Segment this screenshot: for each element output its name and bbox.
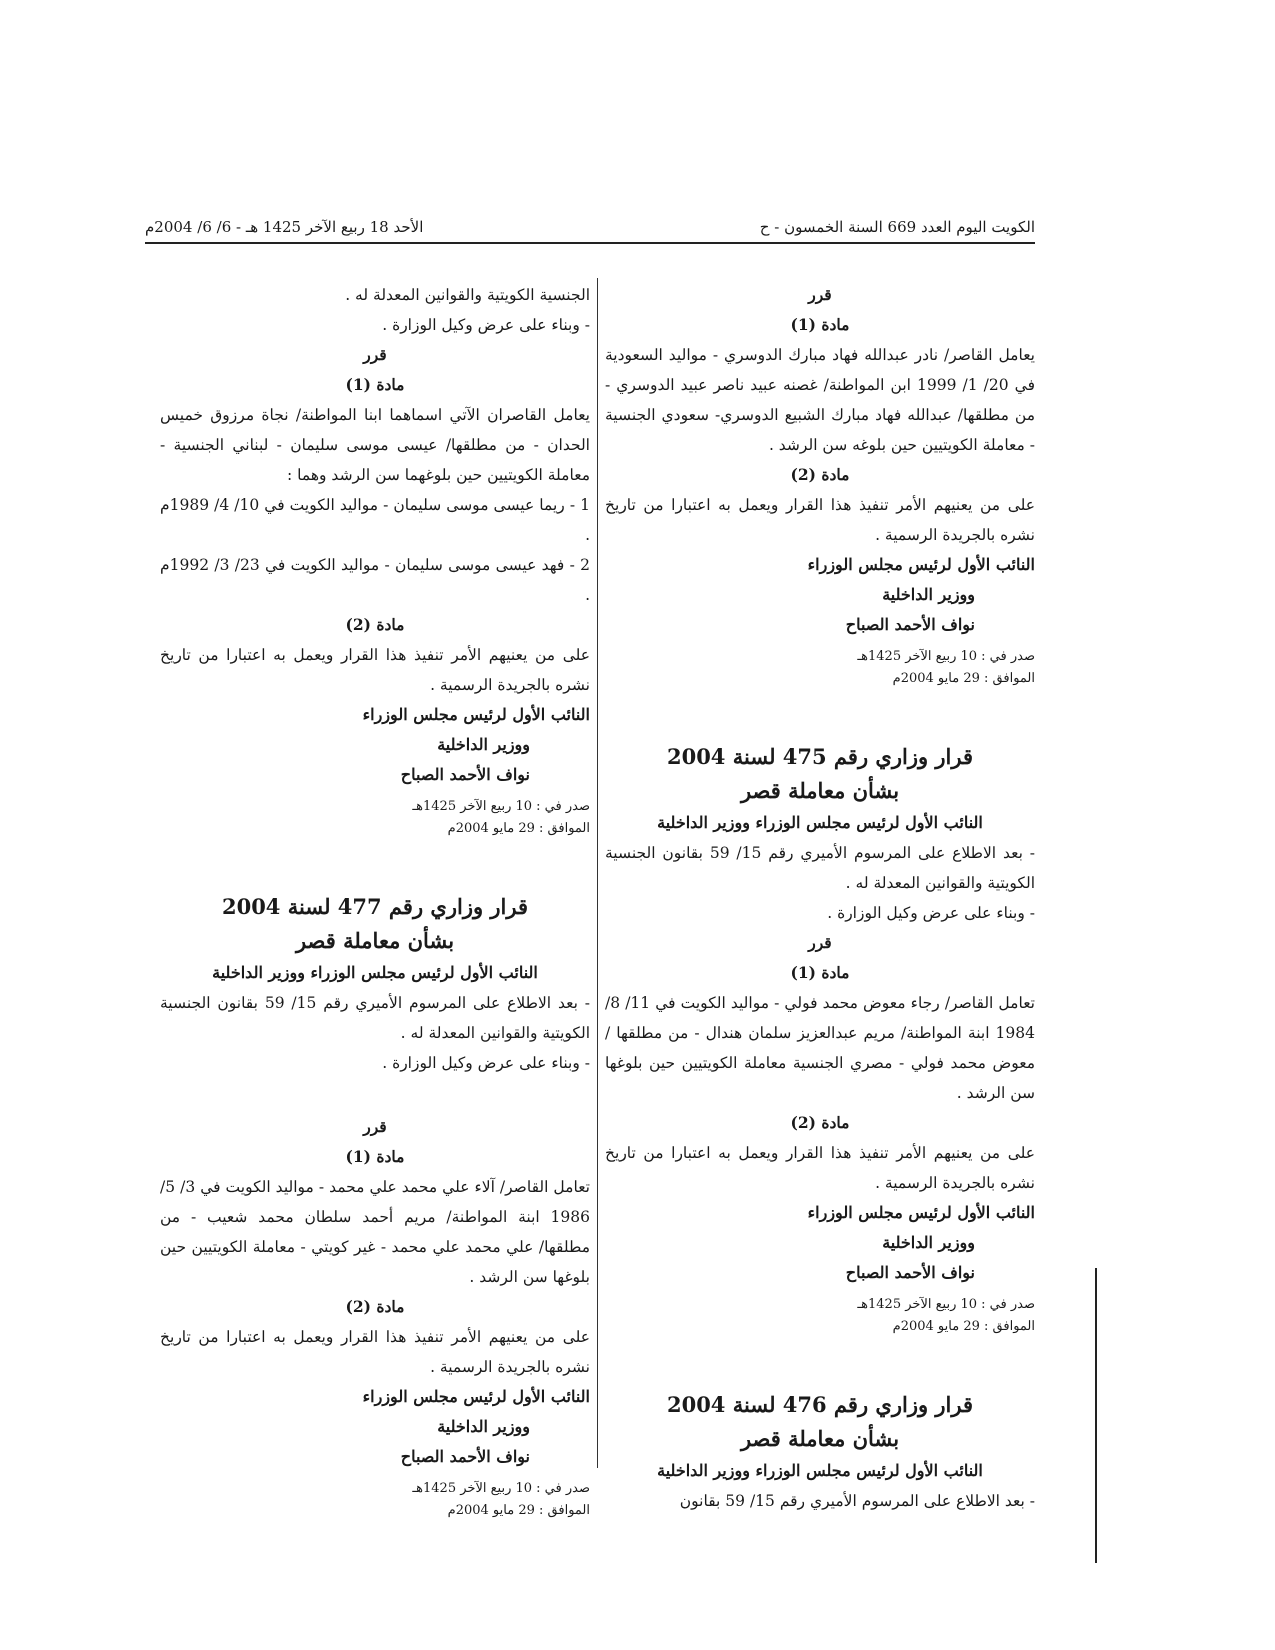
decree-477-review: - بعد الاطلاع على المرسوم الأميري رقم 15/ 59 بقانون الجنسية الكويتية والقوانين المعدلة له . (160, 994, 590, 1042)
article-1-heading: مادة (1) (345, 375, 405, 394)
decision-heading: قرر (808, 933, 832, 952)
decision-heading: قرر (363, 1117, 387, 1136)
signature-ministry: ووزير الداخلية (882, 1233, 975, 1252)
article-2-heading: مادة (2) (790, 465, 850, 484)
corresponding-date: الموافق : 29 مايو 2004م (892, 671, 1035, 686)
article-2-heading: مادة (2) (790, 1113, 850, 1132)
decree-475-review: - بعد الاطلاع على المرسوم الأميري رقم 15/ 59 بقانون الجنسية الكويتية والقوانين المعدلة له . (605, 844, 1035, 892)
corresponding-date: الموافق : 29 مايو 2004م (447, 821, 590, 836)
signature-name: نواف الأحمد الصباح (400, 765, 530, 784)
article-1-heading: مادة (1) (345, 1147, 405, 1166)
issued-date: صدر في : 10 ربيع الآخر 1425هـ (412, 1481, 590, 1496)
decree-476-issuer: النائب الأول لرئيس مجلس الوزراء ووزير الداخلية (657, 1461, 983, 1480)
signature-ministry: ووزير الداخلية (437, 735, 530, 754)
corresponding-date: الموافق : 29 مايو 2004م (447, 1503, 590, 1518)
decree-475-issuer: النائب الأول لرئيس مجلس الوزراء ووزير الداخلية (657, 813, 983, 832)
left-column (160, 280, 590, 1522)
decision-heading: قرر (808, 285, 832, 304)
margin-rule (1095, 1268, 1097, 1563)
decree-475-article-2-body: على من يعنيهم الأمر تنفيذ هذا القرار ويعمل به اعتبارا من تاريخ نشره بالجريدة الرسمية . (605, 1144, 1035, 1192)
signature-title: النائب الأول لرئيس مجلس الوزراء (362, 1387, 590, 1406)
article-1-heading: مادة (1) (790, 315, 850, 334)
corresponding-date: الموافق : 29 مايو 2004م (892, 1319, 1035, 1334)
signature-title: النائب الأول لرئيس مجلس الوزراء (362, 705, 590, 724)
right-column (605, 280, 1035, 1516)
signature-name: نواف الأحمد الصباح (400, 1447, 530, 1466)
continued-based-on: - وبناء على عرض وكيل الوزارة . (382, 316, 590, 334)
article-2-heading: مادة (2) (345, 615, 405, 634)
decree-477-subject: بشأن معاملة قصر (295, 928, 455, 953)
minor-item-2: 2 - فهد عيسى موسى سليمان - مواليد الكويت في 23/ 3/ 1992م . (160, 556, 590, 604)
decree-477-issuer: النائب الأول لرئيس مجلس الوزراء ووزير الداخلية (212, 963, 538, 982)
header-date: الأحد 18 ربيع الآخر 1425 هـ - 6/ 6/ 2004م (145, 218, 424, 236)
signature-name: نواف الأحمد الصباح (845, 1263, 975, 1282)
decree-477-title: قرار وزاري رقم 477 لسنة 2004 (221, 894, 529, 919)
header-publication: الكويت اليوم العدد 669 السنة الخمسون - ح (759, 218, 1035, 236)
article-2-body: على من يعنيهم الأمر تنفيذ هذا القرار ويعمل به اعتبارا من تاريخ نشره بالجريدة الرسمية . (605, 496, 1035, 544)
decree-476-review: - بعد الاطلاع على المرسوم الأميري رقم 15/ 59 بقانون (679, 1492, 1035, 1510)
decree-475-article-1-body: تعامل القاصر/ رجاء معوض محمد فولي - مواليد الكويت في 11/ 8/ 1984 ابنة المواطنة/ مريم عبدالعزيز سلمان هندال - من مطلقها / معوض محمد فولي - مصري الجنسية معاملة الكويتيين حين بلوغها سن الرشد . (605, 994, 1035, 1102)
signature-ministry: ووزير الداخلية (437, 1417, 530, 1436)
article-2-body: على من يعنيهم الأمر تنفيذ هذا القرار ويعمل به اعتبارا من تاريخ نشره بالجريدة الرسمية . (160, 646, 590, 694)
signature-ministry: ووزير الداخلية (882, 585, 975, 604)
minor-item-1: 1 - ريما عيسى موسى سليمان - مواليد الكويت في 10/ 4/ 1989م . (160, 496, 590, 544)
continued-text: الجنسية الكويتية والقوانين المعدلة له . (345, 286, 590, 304)
decree-477-article-2-body: على من يعنيهم الأمر تنفيذ هذا القرار ويعمل به اعتبارا من تاريخ نشره بالجريدة الرسمية . (160, 1328, 590, 1376)
decree-477-based-on: - وبناء على عرض وكيل الوزارة . (382, 1054, 590, 1072)
article-1-body: يعامل القاصر/ نادر عبدالله فهاد مبارك الدوسري - مواليد السعودية في 20/ 1/ 1999 ابن المواطنة/ غصنه عبيد ناصر عبيد الدوسري - من مطلقها/ عبدالله فهاد مبارك الشبيع الدوسري- سعودي الجنسية - معاملة الكويتيين حين بلوغه سن الرشد . (605, 346, 1035, 454)
decree-476-subject: بشأن معاملة قصر (740, 1426, 900, 1451)
decree-476-title: قرار وزاري رقم 476 لسنة 2004 (666, 1392, 974, 1417)
issued-date: صدر في : 10 ربيع الآخر 1425هـ (857, 649, 1035, 664)
decree-475-based-on: - وبناء على عرض وكيل الوزارة . (827, 904, 1035, 922)
decree-477-article-1-body: تعامل القاصر/ آلاء علي محمد علي محمد - مواليد الكويت في 3/ 5/ 1986 ابنة المواطنة/ مريم أحمد سلطان محمد شعيب - من مطلقها/ علي محمد علي محمد - غير كويتي - معاملة الكويتيين حين بلوغها سن الرشد . (160, 1178, 590, 1286)
page-header (145, 218, 1035, 244)
signature-title: النائب الأول لرئيس مجلس الوزراء (807, 1203, 1035, 1222)
signature-title: النائب الأول لرئيس مجلس الوزراء (807, 555, 1035, 574)
article-1-heading: مادة (1) (790, 963, 850, 982)
column-divider (597, 278, 598, 1468)
article-2-heading: مادة (2) (345, 1297, 405, 1316)
issued-date: صدر في : 10 ربيع الآخر 1425هـ (412, 799, 590, 814)
article-1-body: يعامل القاصران الآتي اسماهما ابنا المواطنة/ نجاة مرزوق خميس الحدان - من مطلقها/ عيسى موسى سليمان - لبناني الجنسية - معاملة الكويتيين حين بلوغهما سن الرشد وهما : (160, 406, 590, 484)
signature-name: نواف الأحمد الصباح (845, 615, 975, 634)
issued-date: صدر في : 10 ربيع الآخر 1425هـ (857, 1297, 1035, 1312)
decree-475-title: قرار وزاري رقم 475 لسنة 2004 (666, 744, 974, 769)
decision-heading: قرر (363, 345, 387, 364)
decree-475-subject: بشأن معاملة قصر (740, 778, 900, 803)
